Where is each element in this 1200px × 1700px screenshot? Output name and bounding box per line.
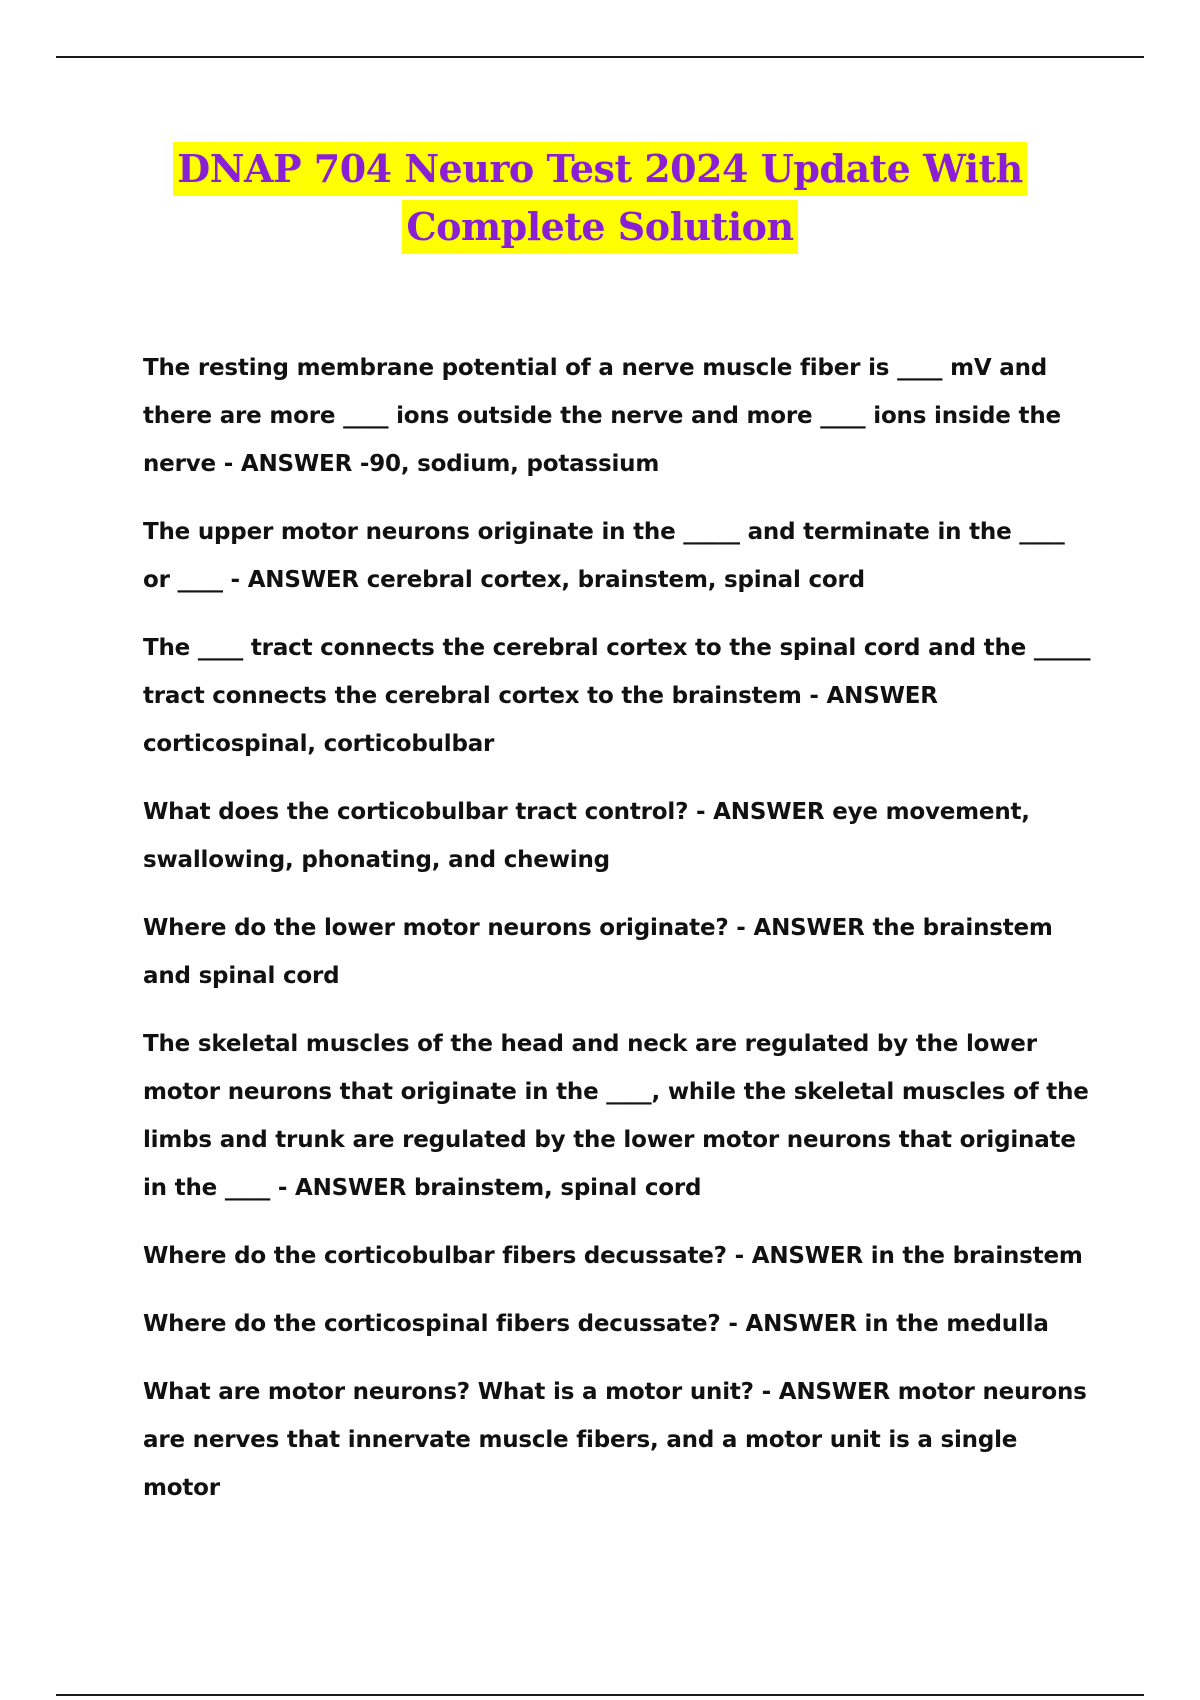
qa-item: What are motor neurons? What is a motor unit? - ANSWER motor neurons are nerves that innervate muscle fibers, and a motor unit is a single motor <box>143 1379 1087 1501</box>
qa-item: Where do the lower motor neurons originate? - ANSWER the brainstem and spinal cord <box>143 915 1053 989</box>
qa-item: The resting membrane potential of a nerve muscle fiber is ____ mV and there are more ____ ions outside the nerve and more ____ ions inside the nerve - ANSWER -90, sodium, potassium <box>143 355 1061 477</box>
qa-item: Where do the corticobulbar fibers decussate? - ANSWER in the brainstem <box>143 1243 1083 1269</box>
qa-item: Where do the corticospinal fibers decussate? - ANSWER in the medulla <box>143 1311 1049 1337</box>
bottom-divider <box>56 1694 1144 1696</box>
qa-item: The skeletal muscles of the head and neck are regulated by the lower motor neurons that originate in the ____, while the skeletal muscles of the limbs and trunk are regulated by the lower motor neurons that originate in the ____ - ANSWER brainstem, spinal cord <box>143 1031 1089 1201</box>
document-title <box>0 142 1200 258</box>
title-line-2: Complete Solution <box>402 200 797 254</box>
qa-list <box>143 344 1093 1532</box>
top-divider <box>56 56 1144 58</box>
title-line-1: DNAP 704 Neuro Test 2024 Update With <box>173 142 1026 196</box>
qa-item: What does the corticobulbar tract control? - ANSWER eye movement, swallowing, phonating, and chewing <box>143 799 1030 873</box>
qa-item: The upper motor neurons originate in the _____ and terminate in the ____ or ____ - ANSWER cerebral cortex, brainstem, spinal cord <box>143 519 1065 593</box>
qa-item: The ____ tract connects the cerebral cortex to the spinal cord and the _____ tract connects the cerebral cortex to the brainstem - ANSWER corticospinal, corticobulbar <box>143 635 1091 757</box>
